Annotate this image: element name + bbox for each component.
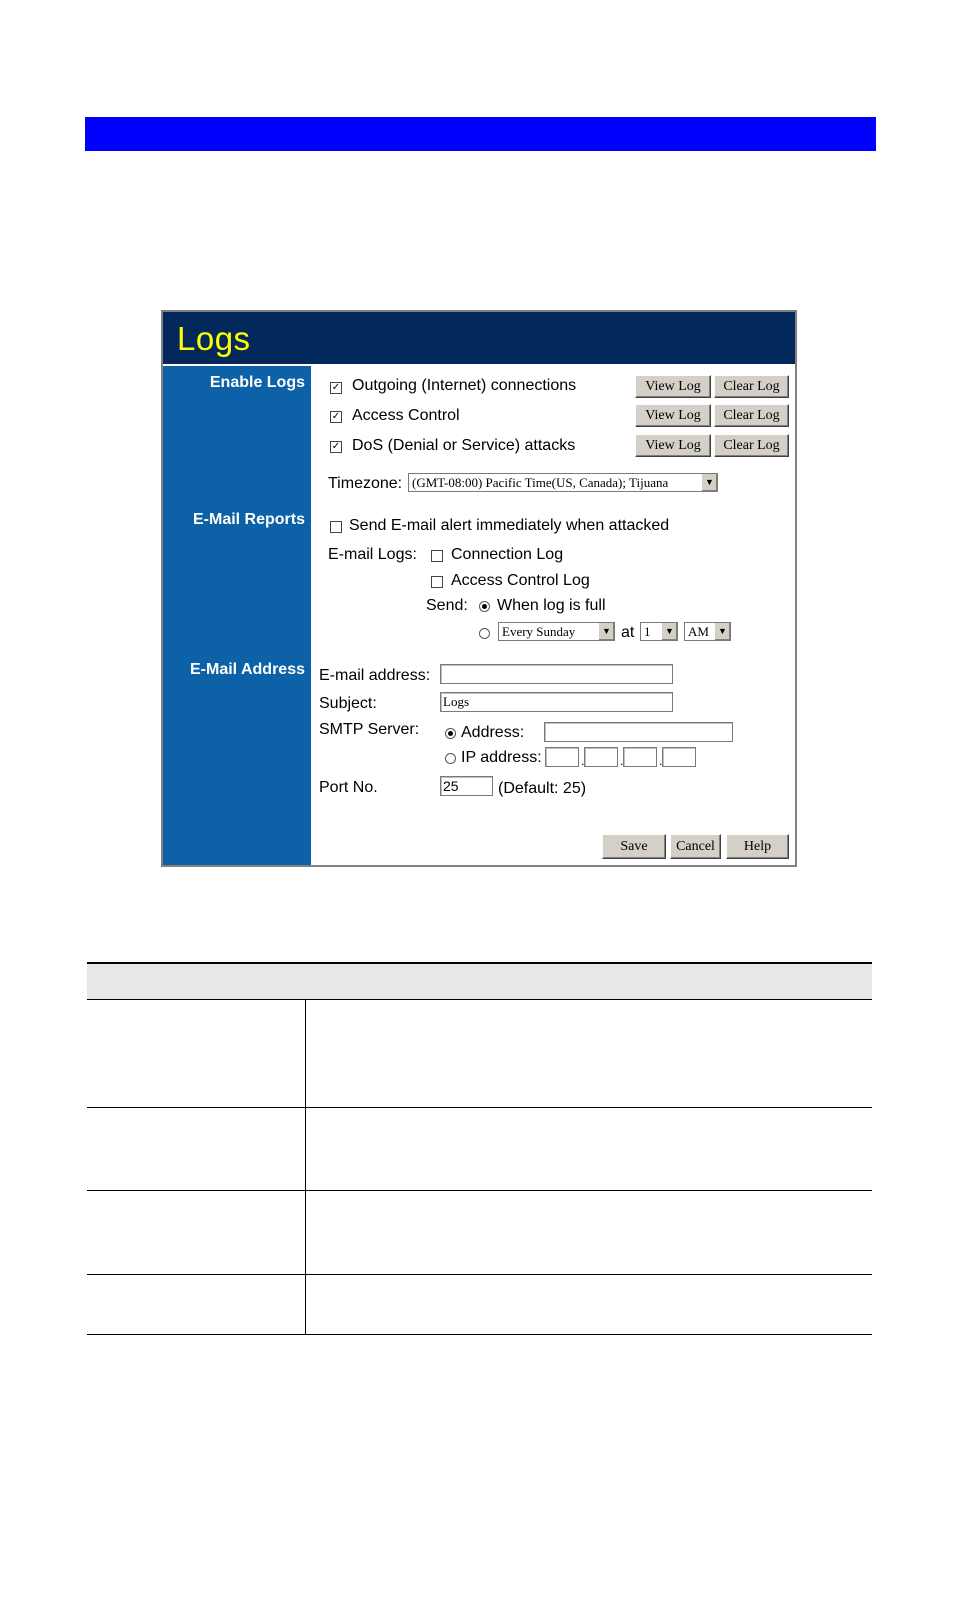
- connection-log-label: Connection Log: [451, 546, 564, 563]
- access-control-view-log-button[interactable]: View Log: [635, 404, 711, 427]
- table-row: [87, 1191, 872, 1275]
- chevron-down-icon: ▼: [598, 623, 614, 640]
- access-control-clear-log-button[interactable]: Clear Log: [714, 404, 789, 427]
- timezone-select[interactable]: [408, 473, 718, 492]
- settings-content: [311, 366, 795, 865]
- port-label: Port No.: [319, 779, 378, 796]
- smtp-ip-label: IP address:: [461, 749, 542, 766]
- panel-header: [163, 312, 795, 366]
- dos-label: DoS (Denial or Service) attacks: [352, 437, 576, 454]
- outgoing-clear-log-button[interactable]: Clear Log: [714, 375, 789, 398]
- ip-dot-3: .: [659, 754, 663, 768]
- email-logs-label: E-mail Logs:: [328, 546, 417, 563]
- port-default-label: (Default: 25): [498, 780, 587, 797]
- section-header-bar: [85, 117, 876, 151]
- save-button[interactable]: Save: [602, 834, 666, 859]
- schedule-day-select[interactable]: [498, 622, 615, 641]
- table-header: [87, 962, 872, 1000]
- access-control-checkbox[interactable]: ✓: [331, 411, 341, 422]
- send-when-full-label: When log is full: [497, 597, 606, 614]
- email-address-input[interactable]: [440, 664, 673, 684]
- schedule-day-value: Every Sunday: [502, 624, 576, 639]
- outgoing-checkbox[interactable]: ✓: [331, 382, 341, 393]
- ip-octet-3-input[interactable]: [623, 747, 657, 767]
- dos-view-log-button[interactable]: View Log: [635, 434, 711, 457]
- email-address-label: E-mail address:: [319, 667, 431, 684]
- schedule-hour-value: 1: [644, 624, 651, 639]
- send-when-full-radio[interactable]: [479, 601, 490, 612]
- sidebar: [163, 366, 311, 865]
- panel-title: Logs: [177, 320, 251, 357]
- chevron-down-icon: ▼: [714, 623, 730, 640]
- email-alert-checkbox[interactable]: [330, 521, 342, 533]
- logs-screenshot-panel: [161, 310, 797, 867]
- table-row: [87, 1108, 872, 1191]
- smtp-address-radio[interactable]: [445, 728, 456, 739]
- schedule-ampm-select[interactable]: [684, 622, 731, 641]
- ip-dot-1: .: [581, 754, 585, 768]
- chevron-down-icon: ▼: [661, 623, 677, 640]
- cancel-button[interactable]: Cancel: [670, 834, 721, 859]
- sidebar-label-email-reports: E-Mail Reports: [192, 511, 305, 528]
- smtp-address-input[interactable]: [544, 722, 733, 742]
- ip-dot-2: .: [620, 754, 624, 768]
- ip-octet-1-input[interactable]: [545, 747, 579, 767]
- email-alert-label: Send E-mail alert immediately when attacked: [349, 517, 670, 534]
- outgoing-label: Outgoing (Internet) connections: [352, 377, 577, 394]
- send-schedule-radio[interactable]: [479, 628, 490, 639]
- sidebar-label-email-address: E-Mail Address: [190, 661, 305, 678]
- outgoing-view-log-button[interactable]: View Log: [635, 375, 711, 398]
- connection-log-checkbox[interactable]: [431, 550, 443, 562]
- access-control-log-label: Access Control Log: [451, 572, 590, 589]
- chevron-down-icon: ▼: [701, 474, 717, 491]
- table-row: [87, 1275, 872, 1335]
- schedule-ampm-value: AM: [688, 624, 709, 639]
- subject-label: Subject:: [319, 695, 377, 712]
- ip-octet-2-input[interactable]: [584, 747, 618, 767]
- dos-clear-log-button[interactable]: Clear Log: [714, 434, 789, 457]
- sidebar-label-enable-logs: Enable Logs: [209, 374, 305, 391]
- smtp-address-label: Address:: [461, 724, 525, 741]
- help-button[interactable]: Help: [726, 834, 789, 859]
- send-label: Send:: [426, 597, 468, 614]
- access-control-log-checkbox[interactable]: [431, 576, 443, 588]
- table-row: [87, 1000, 872, 1108]
- table-column-divider: [305, 1000, 306, 1334]
- dos-checkbox[interactable]: ✓: [331, 441, 341, 452]
- access-control-label: Access Control: [352, 407, 460, 424]
- subject-input[interactable]: Logs: [440, 692, 673, 712]
- smtp-ip-radio[interactable]: [445, 753, 456, 764]
- timezone-label: Timezone:: [328, 475, 403, 492]
- at-label: at: [621, 624, 635, 641]
- smtp-server-label: SMTP Server:: [319, 721, 420, 738]
- ip-octet-4-input[interactable]: [662, 747, 696, 767]
- timezone-value: (GMT-08:00) Pacific Time(US, Canada); Tijuana: [412, 475, 669, 490]
- port-input[interactable]: 25: [440, 776, 493, 796]
- schedule-hour-select[interactable]: [640, 622, 678, 641]
